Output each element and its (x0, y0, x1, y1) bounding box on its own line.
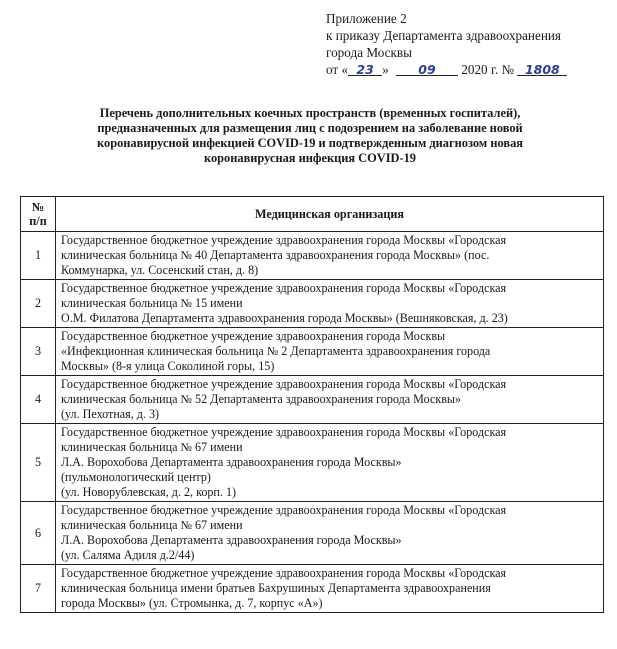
order-date-line (326, 61, 611, 78)
organization-line: Государственное бюджетное учреждение здравоохранения города Москвы «Городская (61, 377, 507, 391)
organization-cell (56, 502, 604, 565)
organization-line: (ул. Новорублевская, д. 2, корп. 1) (61, 485, 237, 499)
table-header-row (21, 197, 604, 232)
organization-line: Государственное бюджетное учреждение здравоохранения города Москвы «Городская (61, 233, 507, 247)
order-month-handwritten: 09 (418, 62, 436, 77)
organization-line: (ул. Саляма Адиля д.2/44) (61, 548, 195, 562)
organization-line: Коммунарка, ул. Сосенский стан, д. 8) (61, 263, 259, 277)
title-line: коронавирусная инфекция COVID-19 (204, 151, 416, 165)
row-number: 4 (21, 376, 56, 424)
row-number: 6 (21, 502, 56, 565)
order-year: 2020 г. № (461, 62, 515, 77)
table-row (21, 565, 604, 613)
organization-cell (56, 376, 604, 424)
organization-cell (56, 232, 604, 280)
organization-line: клиническая больница № 40 Департамента здравоохранения города Москвы» (пос. (61, 248, 490, 262)
organization-cell (56, 280, 604, 328)
organization-cell (56, 328, 604, 376)
table-row (21, 280, 604, 328)
column-header-organization: Медицинская организация (56, 197, 604, 232)
document-title (40, 106, 580, 166)
table-row (21, 376, 604, 424)
order-number-handwritten: 1808 (524, 62, 560, 77)
order-number (517, 61, 567, 76)
organization-line: Л.А. Ворохобова Департамента здравоохранения города Москвы» (61, 455, 402, 469)
title-line: предназначенных для размещения лиц с подозрением на заболевание новой (97, 121, 523, 135)
row-number: 1 (21, 232, 56, 280)
organization-cell (56, 424, 604, 502)
row-number: 2 (21, 280, 56, 328)
organization-line: Государственное бюджетное учреждение здравоохранения города Москвы (61, 329, 446, 343)
hospitals-table (20, 196, 604, 613)
table-row (21, 502, 604, 565)
date-quote-close: » (382, 62, 389, 77)
row-number: 5 (21, 424, 56, 502)
organization-line: клиническая больница № 52 Департамента здравоохранения города Москвы» (61, 392, 462, 406)
column-header-number-line-2: п/п (29, 214, 47, 228)
order-day (348, 61, 382, 76)
organization-line: Л.А. Ворохобова Департамента здравоохранения города Москвы» (61, 533, 402, 547)
appendix-line-1: Приложение 2 (326, 11, 407, 26)
column-header-number-line-1: № (31, 200, 45, 214)
date-prefix: от « (326, 62, 349, 77)
appendix-header (326, 10, 611, 78)
organization-line: «Инфекционная клиническая больница № 2 Департамента здравоохранения города (61, 344, 491, 358)
table-row (21, 424, 604, 502)
table-row (21, 232, 604, 280)
organization-line: Государственное бюджетное учреждение здравоохранения города Москвы «Городская (61, 425, 507, 439)
organization-line: Государственное бюджетное учреждение здравоохранения города Москвы «Городская (61, 566, 507, 580)
title-line: Перечень дополнительных коечных пространств (временных госпиталей), (99, 106, 521, 120)
organization-line: клиническая больница № 67 имени (61, 440, 243, 454)
appendix-line-3: города Москвы (326, 45, 413, 60)
appendix-line-2: к приказу Департамента здравоохранения (326, 28, 561, 43)
column-header-number (21, 197, 56, 232)
organization-line: (ул. Пехотная, д. 3) (61, 407, 160, 421)
organization-line: города Москвы» (ул. Стромынка, д. 7, корпус «А») (61, 596, 323, 610)
organization-cell (56, 565, 604, 613)
order-month (396, 61, 458, 76)
organization-line: клиническая больница имени братьев Бахрушиных Департамента здравоохранения (61, 581, 491, 595)
organization-line: клиническая больница № 67 имени (61, 518, 243, 532)
organization-line: (пульмонологический центр) (61, 470, 211, 484)
title-line: коронавирусной инфекцией COVID-19 и подтвержденным диагнозом новая (97, 136, 523, 150)
organization-line: клиническая больница № 15 имени (61, 296, 243, 310)
row-number: 7 (21, 565, 56, 613)
table-row (21, 328, 604, 376)
organization-line: Государственное бюджетное учреждение здравоохранения города Москвы «Городская (61, 503, 507, 517)
order-day-handwritten: 23 (356, 62, 374, 77)
organization-line: О.М. Филатова Департамента здравоохранения города Москвы» (Вешняковская, д. 23) (61, 311, 508, 325)
organization-line: Государственное бюджетное учреждение здравоохранения города Москвы «Городская (61, 281, 507, 295)
row-number: 3 (21, 328, 56, 376)
organization-line: Москвы» (8-я улица Соколиной горы, 15) (61, 359, 275, 373)
